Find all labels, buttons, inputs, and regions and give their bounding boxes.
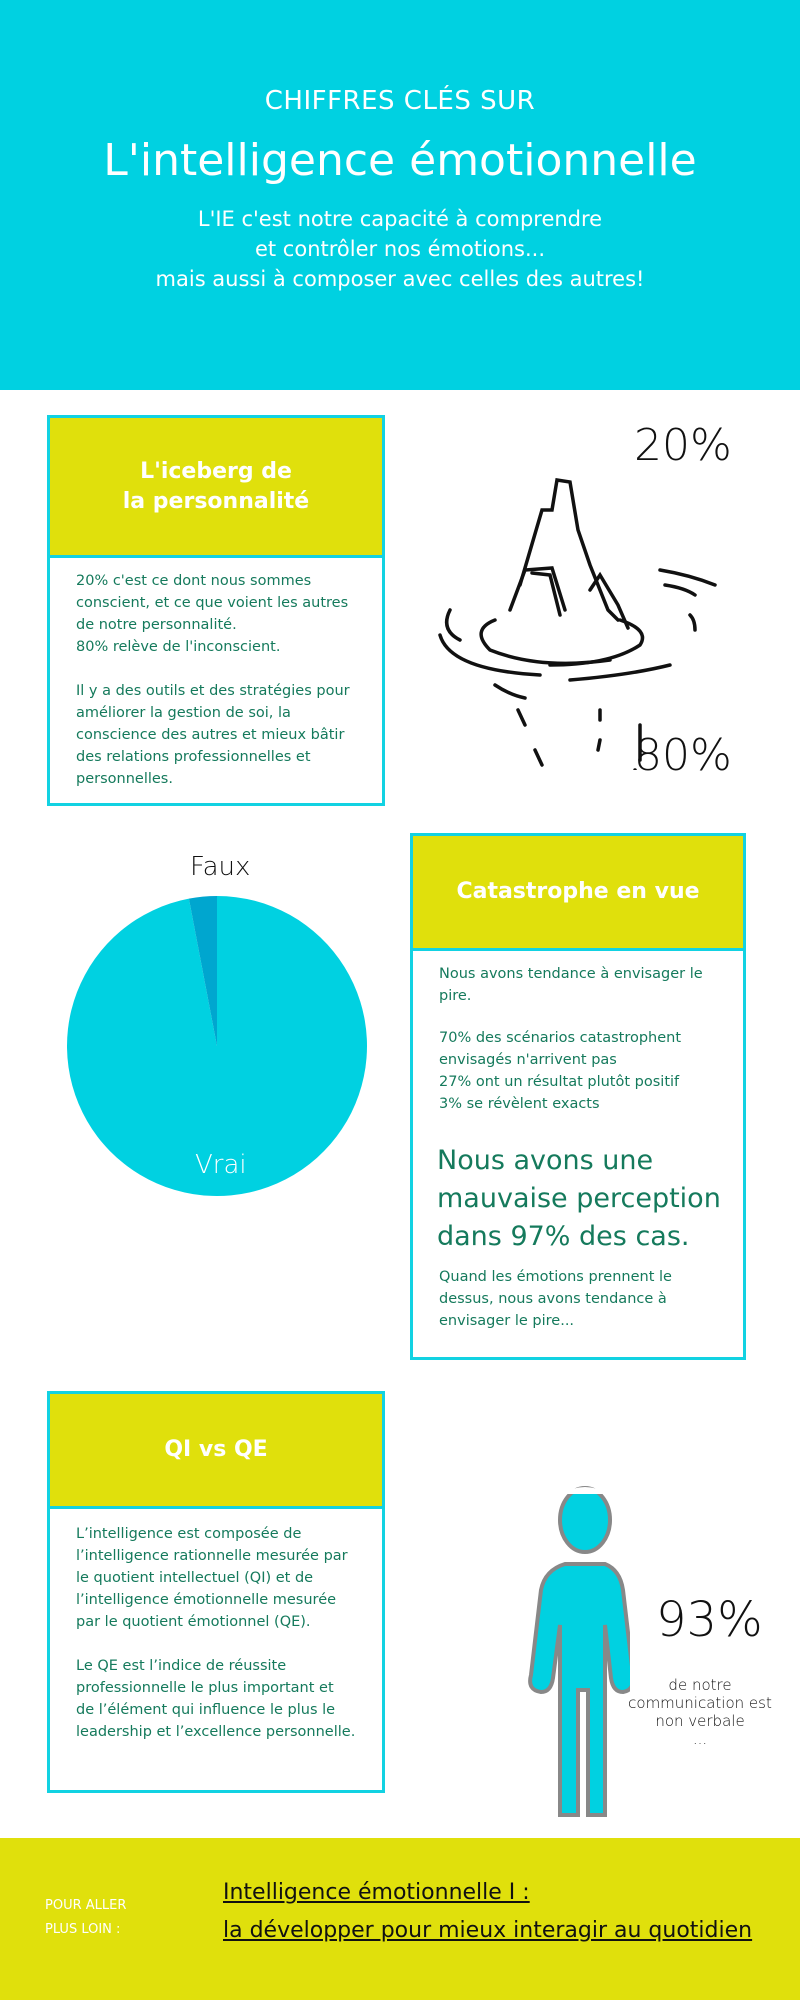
qi-card bbox=[47, 1391, 385, 1793]
iceberg-top-percent: 20% bbox=[634, 420, 732, 471]
iceberg-card-title: L'iceberg de la personnalité bbox=[50, 418, 382, 558]
pie-label-vrai: Vrai bbox=[195, 1150, 247, 1180]
iceberg-bottom-percent: 80% bbox=[634, 730, 732, 781]
header-kicker: CHIFFRES CLÉS SUR bbox=[264, 86, 536, 116]
header-banner bbox=[0, 0, 800, 390]
page-title: L'intelligence émotionnelle bbox=[103, 135, 697, 186]
catastrophe-intro: Nous avons tendance à envisager le pire. bbox=[439, 966, 703, 1004]
iceberg-card bbox=[47, 415, 385, 806]
qi-card-body: L’intelligence est composée de l’intelligence rationnelle mesurée par le quotient intellectuel (QI) et de l’intelligence émotionnelle mesurée par le quotient émotionnel (QE). Le QE est l’indice de réussite professionnelle le plus important et de l’élément qui influence le plus le leadership et l’excellence personnelle. bbox=[76, 1526, 356, 1740]
catastrophe-stats: 70% des scénarios catastrophent envisagés n'arrivent pas 27% ont un résultat plutôt positif 3% se révèlent exacts bbox=[439, 1030, 682, 1112]
catastrophe-card-title: Catastrophe en vue bbox=[413, 836, 743, 951]
further-reading-link-line1[interactable]: Intelligence émotionnelle I : bbox=[223, 1880, 530, 1905]
catastrophe-card bbox=[410, 833, 746, 1360]
nonverbal-percent: 93% bbox=[656, 1592, 763, 1648]
footer-label: POUR ALLER PLUS LOIN : bbox=[45, 1898, 127, 1937]
iceberg-card-body: 20% c'est ce dont nous sommes conscient, et ce que voient les autres de notre personnalité. 80% relève de l'inconscient. Il y a des outils et des stratégies pour améliorer la gestion de soi, la conscience des autres et mieux bâtir des relations professionnelles et personnelles. bbox=[76, 573, 350, 787]
catastrophe-outro: Quand les émotions prennent le dessus, nous avons tendance à envisager le pire... bbox=[439, 1269, 672, 1329]
catastrophe-highlight: Nous avons une mauvaise perception dans 97% des cas. bbox=[437, 1145, 721, 1252]
human-figure-icon bbox=[515, 1480, 630, 1820]
header-subtitle: L'IE c'est notre capacité à comprendre et contrôler nos émotions... mais aussi à composer avec celles des autres! bbox=[155, 207, 645, 291]
further-reading-link-line2[interactable]: la développer pour mieux interagir au quotidien bbox=[223, 1918, 753, 1943]
qi-card-title: QI vs QE bbox=[50, 1394, 382, 1509]
pie-label-faux: Faux bbox=[190, 852, 251, 882]
nonverbal-caption: de notre communication est non verbale ... bbox=[628, 1676, 772, 1748]
iceberg-icon bbox=[430, 470, 730, 770]
